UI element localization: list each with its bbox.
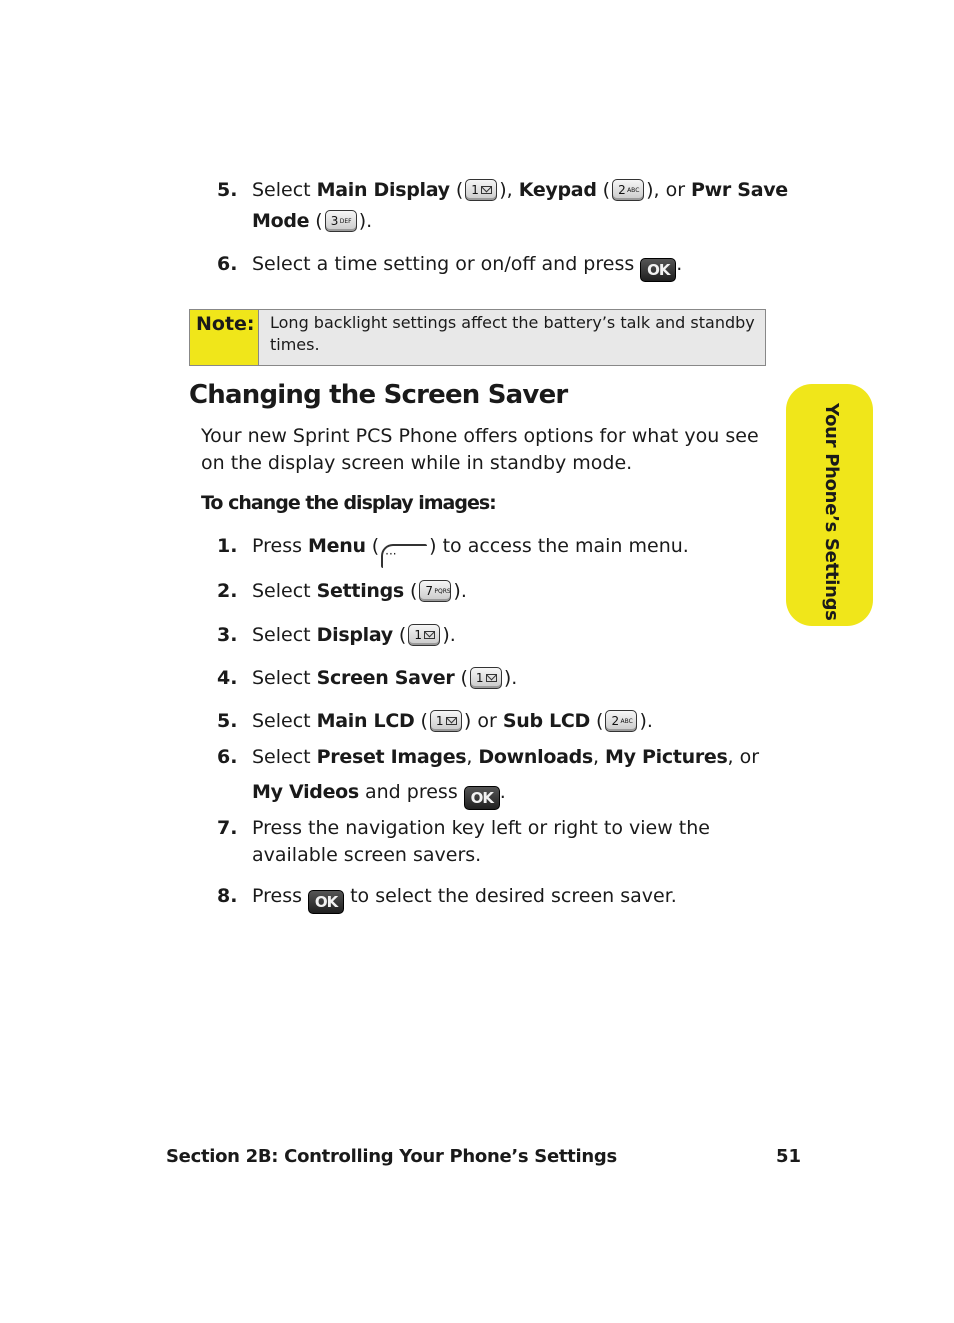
note-text-line1: Long backlight settings affect the battery’s talk and standby bbox=[270, 313, 755, 332]
key-2-icon: 2 ABC bbox=[612, 179, 644, 201]
step-text: Select Main LCD ( 1 ) or Sub LCD ( 2 ABC ). bbox=[252, 710, 653, 732]
key-1-icon: 1 bbox=[465, 179, 497, 201]
step-text-line2: Mode ( 3 DEF ). bbox=[252, 210, 373, 232]
step-6-top bbox=[217, 251, 777, 281]
step-number: 8. bbox=[217, 885, 238, 907]
intro-line1: Your new Sprint PCS Phone offers options for what you see bbox=[201, 425, 759, 447]
key-3-icon: 3 DEF bbox=[325, 210, 357, 232]
step-text: Select Settings ( 7 PQRS ). bbox=[252, 580, 467, 602]
step-text: Select Display ( 1 ). bbox=[252, 624, 456, 646]
step-3 bbox=[217, 622, 737, 652]
section-heading: Changing the Screen Saver bbox=[189, 380, 568, 410]
key-1-icon: 1 bbox=[430, 710, 462, 732]
step-8 bbox=[217, 883, 737, 913]
step-number: 5. bbox=[217, 179, 238, 201]
step-5-top bbox=[217, 177, 788, 239]
step-text: Select Screen Saver ( 1 ). bbox=[252, 667, 518, 689]
step-text: Select a time setting or on/off and press OK . bbox=[252, 251, 682, 282]
step-number: 1. bbox=[217, 535, 238, 557]
step-number: 5. bbox=[217, 710, 238, 732]
subheading: To change the display images: bbox=[201, 492, 496, 514]
key-1-icon: 1 bbox=[408, 624, 440, 646]
step-number: 7. bbox=[217, 817, 238, 839]
ok-key-icon: OK bbox=[640, 258, 676, 282]
side-tab-label: Your Phone’s Settings bbox=[821, 403, 842, 621]
ok-key-icon: OK bbox=[464, 786, 500, 810]
step-text: Select Main Display ( 1 ), Keypad ( 2 ABC ), or Pwr Save bbox=[252, 179, 788, 201]
step-text-line2: available screen savers. bbox=[252, 844, 482, 866]
step-text-line2: My Videos and press OK . bbox=[252, 779, 506, 810]
step-7 bbox=[217, 815, 737, 871]
note-label-cell bbox=[190, 310, 259, 365]
step-number: 6. bbox=[217, 253, 238, 275]
step-text: Press Menu ( ··· ) to access the main menu. bbox=[252, 533, 689, 568]
key-1-icon: 1 bbox=[470, 667, 502, 689]
envelope-icon bbox=[424, 631, 435, 639]
step-text-line1: Press the navigation key left or right to view the bbox=[252, 817, 710, 839]
footer-section-title: Section 2B: Controlling Your Phone’s Settings bbox=[166, 1146, 617, 1167]
note-text-line2: times. bbox=[270, 335, 320, 354]
key-2-icon: 2 ABC bbox=[605, 710, 637, 732]
menu-softkey-icon: ··· bbox=[381, 544, 427, 568]
note-label: Note: bbox=[196, 313, 255, 335]
step-1 bbox=[217, 533, 737, 563]
intro-line2: on the display screen while in standby mode. bbox=[201, 452, 633, 474]
step-text: Press OK to select the desired screen saver. bbox=[252, 883, 677, 914]
step-number: 4. bbox=[217, 667, 238, 689]
envelope-icon bbox=[486, 674, 497, 682]
step-2 bbox=[217, 578, 737, 608]
step-4 bbox=[217, 665, 737, 695]
note-box bbox=[189, 309, 766, 366]
step-number: 2. bbox=[217, 580, 238, 602]
envelope-icon bbox=[481, 186, 492, 194]
ok-key-icon: OK bbox=[308, 890, 344, 914]
step-number: 3. bbox=[217, 624, 238, 646]
side-tab bbox=[786, 384, 873, 626]
page-number: 51 bbox=[776, 1146, 802, 1167]
step-number: 6. bbox=[217, 746, 238, 768]
step-5 bbox=[217, 708, 737, 738]
envelope-icon bbox=[446, 717, 457, 725]
note-body bbox=[259, 310, 765, 365]
step-6 bbox=[217, 744, 760, 807]
step-text: Select Preset Images, Downloads, My Pictures, or bbox=[252, 746, 760, 768]
key-7-icon: 7 PQRS bbox=[419, 580, 451, 602]
